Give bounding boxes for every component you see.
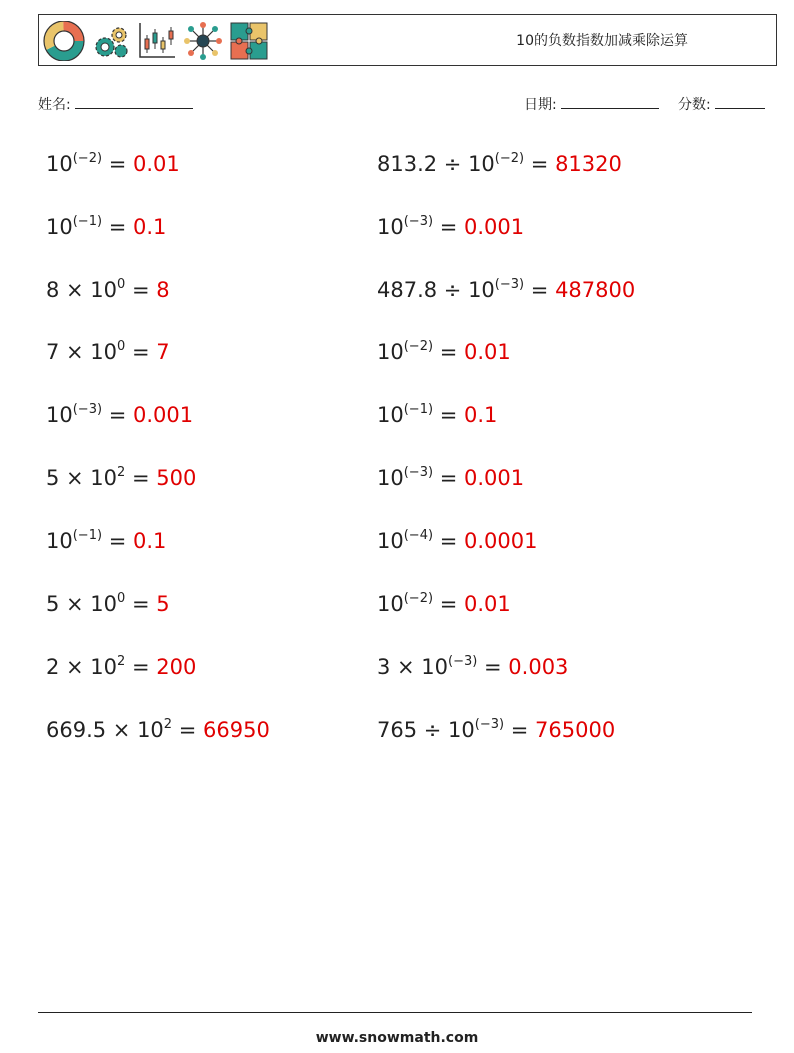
problem	[46, 150, 180, 182]
equals-sign: =	[102, 403, 133, 427]
date-label: 日期:	[524, 97, 557, 113]
equals-sign: =	[125, 592, 157, 616]
problem	[377, 464, 524, 496]
problem	[46, 590, 170, 622]
answer: 0.1	[464, 403, 498, 427]
equals-sign: =	[504, 718, 536, 742]
answer: 0.003	[508, 655, 569, 679]
problem	[377, 653, 568, 685]
problem-text: 10	[377, 340, 404, 364]
answer: 0.001	[133, 403, 194, 427]
answer: 0.0001	[464, 529, 538, 553]
equals-sign: =	[433, 592, 464, 616]
answer: 7	[156, 340, 170, 364]
problem	[46, 338, 170, 370]
problem-text: 10	[46, 215, 73, 239]
equals-sign: =	[172, 718, 204, 742]
problem-text: 3 × 10	[377, 655, 449, 679]
equals-sign: =	[102, 215, 133, 239]
problem	[46, 716, 270, 748]
equals-sign: =	[102, 152, 133, 176]
name-field	[38, 94, 193, 114]
problem-text: 2 × 10	[46, 655, 118, 679]
name-label: 姓名:	[38, 97, 71, 113]
answer: 0.01	[133, 152, 180, 176]
problem	[377, 213, 524, 245]
worksheet-header	[38, 14, 777, 66]
problem-text: 765 ÷ 10	[377, 718, 475, 742]
equals-sign: =	[433, 340, 464, 364]
exponent: 2	[117, 465, 126, 480]
problem-text: 8 × 10	[46, 278, 118, 302]
problem-text: 10	[377, 215, 404, 239]
exponent: (−2)	[403, 591, 434, 606]
problem-text: 487.8 ÷ 10	[377, 278, 495, 302]
problem	[377, 276, 635, 308]
problem	[377, 401, 497, 433]
equals-sign: =	[125, 466, 157, 490]
date-blank[interactable]	[561, 94, 659, 109]
answer: 0.01	[464, 340, 511, 364]
problem	[377, 150, 622, 182]
exponent: (−3)	[72, 402, 103, 417]
score-label: 分数:	[678, 97, 711, 113]
gears-icon	[91, 21, 131, 61]
answer: 0.001	[464, 215, 525, 239]
score-blank[interactable]	[715, 94, 765, 109]
answer: 0.001	[464, 466, 525, 490]
problem-text: 10	[377, 466, 404, 490]
answer: 765000	[535, 718, 616, 742]
problem	[377, 338, 511, 370]
problem	[46, 401, 193, 433]
score-field	[678, 94, 765, 114]
exponent: (−2)	[494, 151, 525, 166]
problem	[46, 527, 166, 559]
answer: 66950	[203, 718, 270, 742]
footer-website[interactable]: www.snowmath.com	[315, 1030, 479, 1046]
worksheet-title: 10的负数指数加减乘除运算	[516, 33, 688, 49]
exponent: (−3)	[403, 465, 434, 480]
exponent: (−1)	[72, 528, 103, 543]
equals-sign: =	[524, 152, 556, 176]
equals-sign: =	[125, 340, 157, 364]
equals-sign: =	[433, 215, 464, 239]
problem-text: 669.5 × 10	[46, 718, 164, 742]
exponent: 0	[117, 277, 126, 292]
footer-divider	[38, 1012, 752, 1013]
donut-chart-icon	[43, 21, 85, 61]
problem	[46, 213, 166, 245]
problem	[46, 653, 196, 685]
answer: 81320	[555, 152, 622, 176]
exponent: (−1)	[72, 214, 103, 229]
equals-sign: =	[125, 655, 157, 679]
problem-text: 5 × 10	[46, 466, 118, 490]
problem-text: 10	[377, 592, 404, 616]
problem-text: 10	[46, 529, 73, 553]
problem	[46, 464, 196, 496]
answer: 500	[156, 466, 197, 490]
name-blank[interactable]	[75, 94, 193, 109]
equals-sign: =	[477, 655, 509, 679]
equals-sign: =	[433, 529, 464, 553]
problem-text: 10	[46, 403, 73, 427]
problem	[46, 276, 170, 308]
answer: 0.1	[133, 529, 167, 553]
exponent: (−3)	[494, 277, 525, 292]
problem-text: 10	[46, 152, 73, 176]
exponent: (−3)	[448, 654, 478, 669]
problem	[377, 716, 615, 748]
exponent: (−3)	[474, 717, 505, 732]
network-icon	[183, 21, 223, 61]
header-icons	[43, 21, 269, 61]
exponent: (−3)	[403, 214, 434, 229]
problem-text: 813.2 ÷ 10	[377, 152, 495, 176]
puzzle-icon	[229, 21, 269, 61]
problem	[377, 590, 511, 622]
problem-text: 10	[377, 403, 404, 427]
exponent: (−2)	[72, 151, 103, 166]
answer: 5	[156, 592, 170, 616]
problem-text: 10	[377, 529, 404, 553]
answer: 0.01	[464, 592, 511, 616]
candlestick-chart-icon	[137, 21, 177, 61]
exponent: 2	[117, 654, 126, 669]
exponent: (−1)	[403, 402, 434, 417]
exponent: 2	[163, 717, 173, 732]
answer: 200	[156, 655, 197, 679]
equals-sign: =	[524, 278, 556, 302]
problem	[377, 527, 537, 559]
date-field	[524, 94, 659, 114]
equals-sign: =	[433, 403, 464, 427]
answer: 0.1	[133, 215, 167, 239]
equals-sign: =	[433, 466, 464, 490]
equals-sign: =	[125, 278, 157, 302]
exponent: (−4)	[403, 528, 434, 543]
problem-text: 7 × 10	[46, 340, 118, 364]
answer: 487800	[555, 278, 636, 302]
problem-text: 5 × 10	[46, 592, 118, 616]
exponent: 0	[117, 339, 126, 354]
equals-sign: =	[102, 529, 133, 553]
exponent: (−2)	[403, 339, 434, 354]
exponent: 0	[117, 591, 126, 606]
answer: 8	[156, 278, 170, 302]
